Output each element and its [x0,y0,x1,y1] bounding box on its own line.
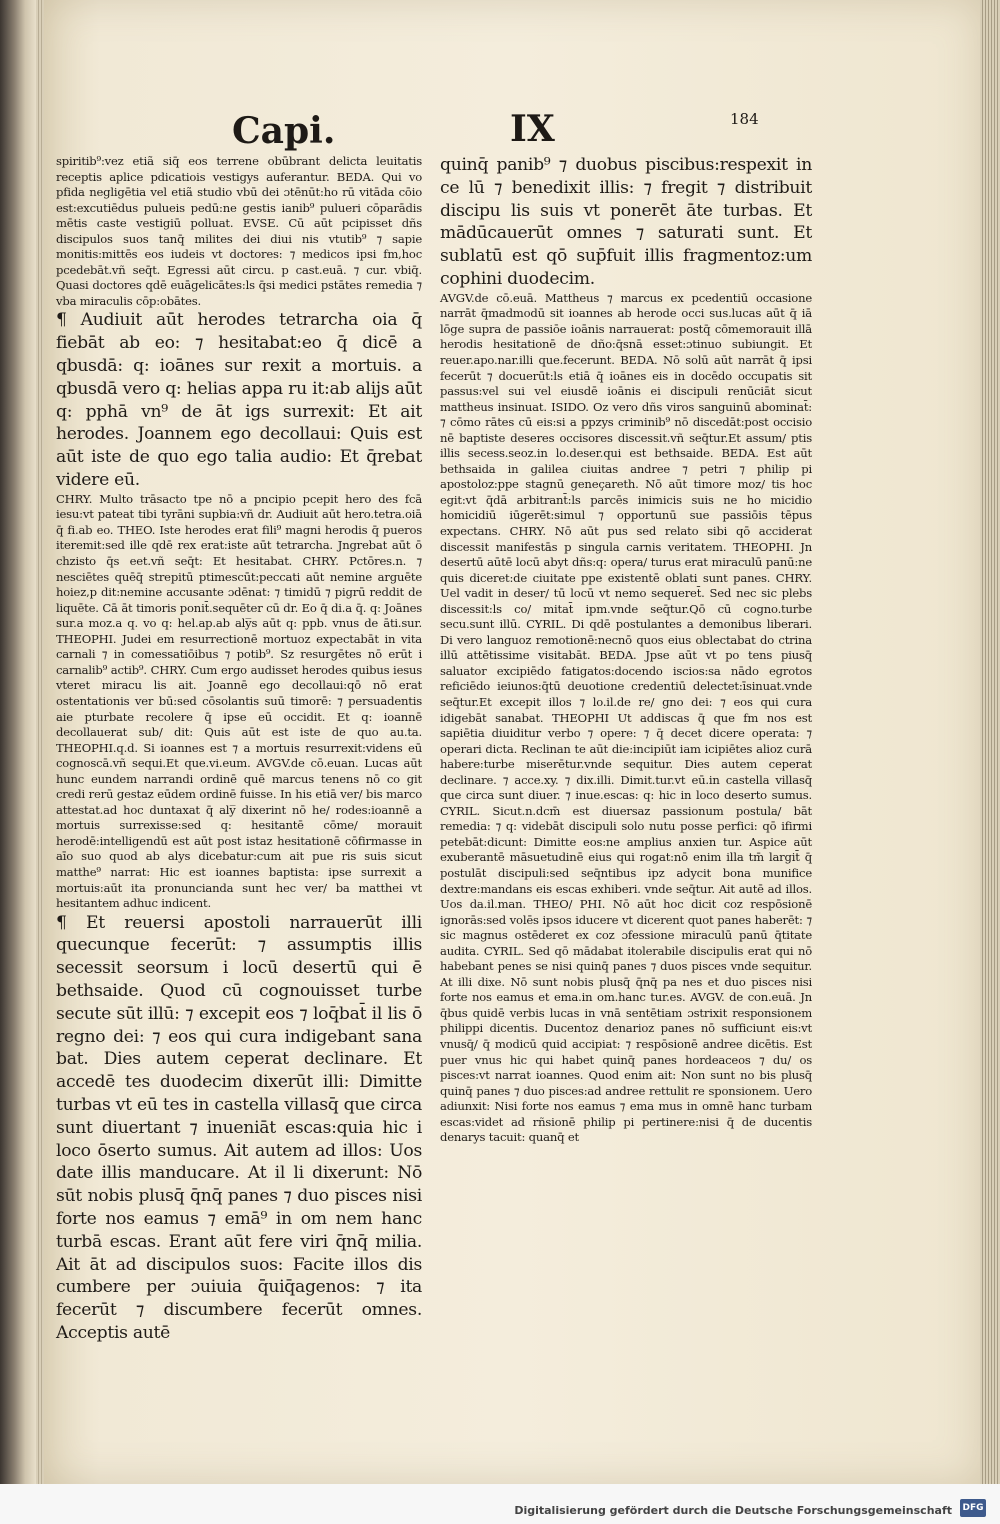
commentary-paragraph: CHRY. Multo trāsacto tpe nō a pncipio pcepit hero des fcā iesu:vt pateat tibi tyrāni supbia:vñ dr. Audiuit aūt hero.tetra.oiā q̄ fi.ab eo. THEO. Iste herodes erat fili⁹ magni herodis q̄ pueros iteremit:sed ille qdē rex erat:iste aūt tetrarcha. Jngrebat aūt ō chzisto q̄s eet.vñ seq̄t: Et hesitabat. CHRY. Pctōres.n. ⁊ nesciētes quēq̄ strepitū ptimescūt:peccati aūt nemine arguēte hoiez,p dit:nemine accusante ɔdēnat: ⁊ timidū ⁊ pigrū reddit de liquēte. Cā āt timoris ponit̄.sequēter cū dr. Eo q̄ di.a q̄. q: Joānes sur.a moz.a q. vo q: hel.ap.ab aly̅s aūt q: ppb. vnus de āti.sur. THEOPHI. Judei em resurrectionē mortuoz expectabāt in vita carnali ⁊ in comessatiōibus ⁊ potib⁹. Sz resurgētes nō erūt i carnalib⁹ actib⁹. CHRY. Cum ergo audisset herodes quibus iesus vteret miracu lis ait. Joannē ego decollaui:qō nō erat ostentationis ver bū:sed cōsolantis suū timorē: ⁊ persuadentis aie pturbate recolere q̄ ipse eū occidit. Et q: ioannē decollauerat sub/ dit: Quis aūt est iste de quo au.ta. THEOPHI.q.d. Si ioannes est ⁊ a mortuis resurrexit:videns eū cognoscā.vñ sequi.Et que.vi.eum. AVGV.de cō.euan. Lucas aūt hunc eundem narrandi ordinē quē marcus tenens nō co git credi rerū gestaz eūdem ordinē fuisse. In his etiā ver/ bis marco attestat.ad hoc duntaxat q̄ aly̅ dixerint nō he/ rodes:ioannē a mortuis surrexisse:sed q: hesitantē cōme/ morauit herodē:intelligendū est aūt post istaz hesitationē cōfirmasse in aīo suo quod ab alys dicebatur:cum ait pue ris suis sicut matthe⁹ narrat: Hic est ioannes baptista: ipse surrexit a mortuis:aūt ita pronuncianda sunt hec ver/ ba matthei vt hesitantem adhuc indicent. [56,491,422,911]
running-head-right: IX [510,108,555,150]
scripture-paragraph: ¶ Et reuersi apostoli narrauerūt illi quecunque fecerūt: ⁊ assumptis illis secessit seorsum i locū desertū qui ē bethsaide. Quod cū cognouisset turbe secute sūt illū: ⁊ excepit eos ⁊ loq̄bat̄ il lis ō regno dei: ⁊ eos qui cura indigebant sana bat. Dies autem ceperat declinare. Et accedē tes duodecim dixerūt illi: Dimitte turbas vt eū tes in castella villasq̄ que circa sunt diuertant ⁊ inueniāt escas:quia hic i loco ōserto sumus. Ait autem ad illos: Uos date illis manducare. At il li dixerunt: Nō sūt nobis plusq̄ q̄nq̄ panes ⁊ duo pisces nisi forte nos eamus ⁊ emā⁹ in om nem hanc turbā escas. Erant aūt fere viri q̄nq̄ milia. Ait āt ad discipulos suos: Facite illos dis cumbere per ɔuiuia q̄uiq̄agenos: ⁊ ita fecerūt ⁊ discumbere fecerūt omnes. Acceptis autē [56,912,422,1343]
running-head-left: Capi. [232,110,336,152]
scripture-paragraph: ¶ Audiuit aūt herodes tetrarcha oia q̄ fiebāt ab eo: ⁊ hesitabat:eo q̄ dicē a qbusdā: q: ioānes sur rexit a mortuis. a qbusdā vero q: helias appa ru it:ab alijs aūt q: pphā vn⁹ de āt igs surrexit: Et ait herodes. Joannem ego decollaui: Quis est aūt iste de quo ego talia audio: Et q̄rebat videre eū. [56,310,422,491]
book-gutter [0,0,36,1484]
footer-credit: Digitalisierung gefördert durch die Deutsche Forschungsgemeinschaft [514,1504,952,1517]
folio-number: 184 [730,110,759,128]
scripture-paragraph: quinq̄ panib⁹ ⁊ duobus piscibus:respexit in ce lū ⁊ benedixit illis: ⁊ fregit ⁊ distribuit discipu lis suis vt ponerēt āte turbas. Et mādūcauerūt omnes ⁊ saturati sunt. Et sublatū est qō sup̄fuit illis fragmentoz:um cophini duodecim. [440,155,812,289]
page-edges-right [980,0,1000,1484]
left-column [56,154,422,1345]
commentary-paragraph: spiritib⁹:vez etiã siq̄ eos terrene obūbrant delicta leuitatis receptis aplice pdicatiois vestigys auferantur. BEDA. Qui vo pfida negligētia vel etiã studio vbū dei ɔtēnūt:ho rū vitāda cōio est:excutiēdus pulueis pedū:ne gestis ianib⁹ pulueri cōparādis mētis caste vestigiū polluat. EVSE. Cū aūt pcipisset dñs discipulos suos tanq̄ milites dei diui nis vtutib⁹ ⁊ sapie monitis:mittēs eos iudeis vt doctores: ⁊ medicos ipsi fm,hoc pcedebāt.vñ seq̄t. Egressi aūt circu. p cast.euā. ⁊ cur. vbiq̄. Quasi doctores qdē euāgelicātes:ls q̄si medici pstātes remedia ⁊ vba miraculis cōp:obātes. [56,154,422,308]
dfg-logo: DFG [960,1499,986,1517]
commentary-paragraph: AVGV.de cō.euā. Mattheus ⁊ marcus ex pcedentiū occasione narrāt q̄madmodū sit ioannes ab herode occi sus.lucas aūt q̄ iā lōge supra de passiōe ioānis narrauerat: postq̄ cōmemorauit illā herodis hesitationē de dño:q̄snā esset:ɔtinuo subiungit. Et reuer.apo.nar.illi que.fecerunt. BEDA. Nō solū aūt narrāt q̄ ipsi fecerūt ⁊ docuerūt:ls etiā q̄ ioānes eis in docēdo occupatis sit passus:vel sui vel eiusdē ioānis ei discipuli renūciāt sicut mattheus insinuat. ISIDO. Oz vero dñs viros sanguinū abominat̄: ⁊ cōmo rātes cū eis:si a ppzys criminib⁹ nō discedāt:post occisio nē baptiste deseres occisores discessit.vñ seq̄tur.Et assum/ ptis illis secess.seoz.in lo.deser.qui est bethsaide. BEDA. Est aūt bethsaida in galilea ciuitas andree ⁊ petri ⁊ philip pi apostoloz:ppe stagnū geneçareth. Nō aūt timore moz/ tis hoc egit:vt q̄dā arbitrant̄:ls parcēs inimicis suis ne ho micidio homicidiū iūgerēt:simul ⁊ opportunū sue passiōis tēpus expectans. CHRY. Nō aūt pus sed relato sibi qō acciderat discessit manifestās p singula carnis veritatem. THEOPHI. Jn desertū aūtē locū abyt dñs:q: opera/ turus erat miraculū panū:ne quis diceret:de ciuitate ppe existentē oblati sunt panes. CHRY. Uel vadit in deser/ tū locū vt nemo sequeret̄. Sed nec sic plebs discessit:ls co/ mitat̄ ipm.vnde seq̄tur.Qō cū cogno.turbe secu.sunt illū. CYRIL. Di qdē postulantes a demonibus liberari. Di vero languoz remotionē:necnō quos eius oblectabat do ctrina illū attētissime visitabāt. BEDA. Jpse aūt vt po tens piusq̄ saluator excipiēdo fatigatos:docendo iscios:sa nādo egrotos reficiēdo ieiunos:q̄tū deuotione credentiū delectet:īsinuat.vnde seq̄tur.Et excepit illos ⁊ lo.il.de re/ gno dei: ⁊ eos qui cura idigebāt sanabat. THEOPHI Ut addiscas q̄ que fm nos est sapiētia diuiditur verbo ⁊ opere: ⁊ q̄ decet dicere operata: ⁊ operari dicta. Reclinan te aūt die:incipiūt iam icipiētes alioz curā habere:turbe miserētur.vnde sequitur. Dies autem ceperat declinare. ⁊ acce.xy. ⁊ dix.illi. Dimit.tur.vt eū.in castella villasq̄ que circa sunt diuer. ⁊ inue.escas: q: hic in loco deserto sumus. CYRIL. Sicut.n.dcm̄ est diuersaz passionum postula/ bāt remedia: ⁊ q: videbāt discipuli solo nutu posse perfici: qō ifirmi petebāt:dicunt: Dimitte eos:ne amplius anxien tur. Aspice aūt exuberantē māsuetudinē eius qui rogat:nō enim illa tm̄ largit̄ q̄ postulāt discipuli:sed seq̄ntibus ipz adycit bona munifice dextre:mandans eis escas exhiberi. vnde seq̄tur. Ait autē ad illos. Uos da.il.man. THEO/ PHI. Nō aūt hoc dicit coz respōsionē ignorās:sed volēs ipsos iducere vt dicerent quot panes haberēt: ⁊ sic magnus ostēderet ex coz ɔfessione miraculū panū q̄titate audita. CYRIL. Sed qō mādabat itolerabile discipulis erat qui nō habebant penes se nisi quinq̄ panes ⁊ duos pisces vnde sequitur. At illi dixe. Nō sunt nobis plusq̄ q̄nq̄ pa nes et duo pisces nisi forte nos eamus et ema.in om.hanc tur.es. AVGV. de con.euā. Jn q̄bus quidē verbis lucas in vnā sentētiam ɔstrixit responsionem philippi dicentis. Ducentoz denarioz panes nō sufficiunt eis:vt vnusq̄/ q̄ modicū quid accipiat: ⁊ respōsionē andree dicētis. Est puer vnus hic qui habet quinq̄ panes hordeaceos ⁊ du/ os pisces:vt narrat ioannes. Quod enim ait: Non sunt no bis plusq̄ quinq̄ panes ⁊ duo pisces:ad andree rettulit re sponsionem. Uero adiunxit: Nisi forte nos eamus ⁊ ema mus in omnē hanc turbam escas:videt ad rñsionē philip pi pertinere:nisi q̄ de ducentis denarys tacuit: quanq̄ et [440,290,812,1145]
right-column [440,154,812,1146]
